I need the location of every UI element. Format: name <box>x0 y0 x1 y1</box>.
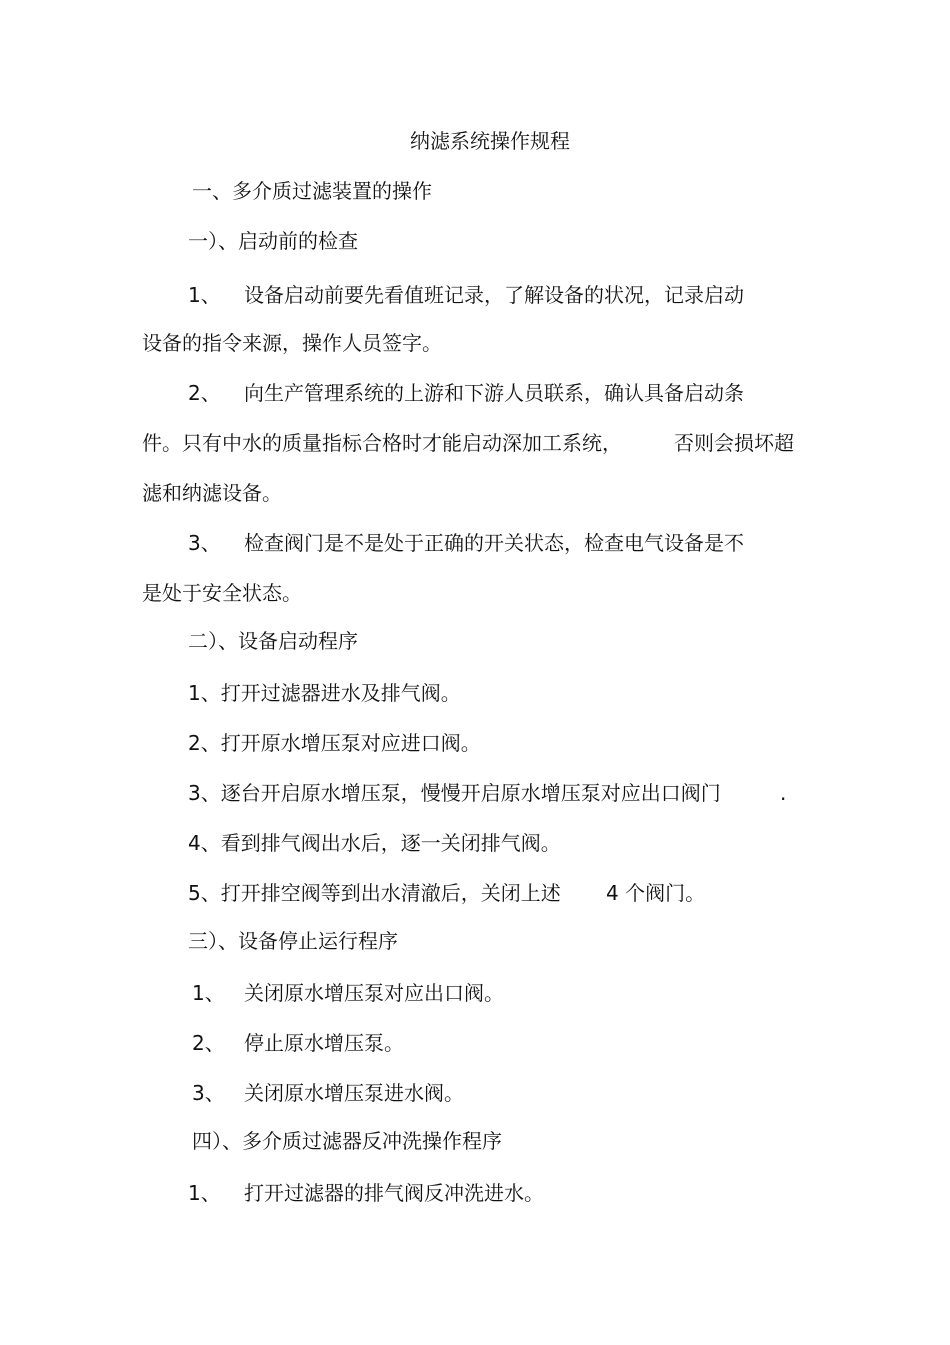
list-item: 4 个阀门。 <box>606 881 706 905</box>
paragraph-line: 否则会损坏超 <box>674 431 794 455</box>
document-title: 纳滤系统操作规程 <box>410 129 570 153</box>
subsection-heading: 二）、设备启动程序 <box>188 629 358 653</box>
list-item: 1、打开过滤器进水及排气阀。 <box>188 681 461 705</box>
list-item: 5、打开排空阀等到出水清澈后，关闭上述 <box>188 881 561 905</box>
item-number: 1、 <box>188 283 221 307</box>
list-item: 3、逐台开启原水增压泵，慢慢开启原水增压泵对应出口阀门 <box>188 781 721 805</box>
item-number: 2、 <box>192 1031 225 1055</box>
paragraph-line: 滤和纳滤设备。 <box>142 481 282 505</box>
item-number: 1、 <box>188 1181 221 1205</box>
paragraph-line: 是处于安全状态。 <box>142 581 302 605</box>
subsection-heading: 一）、启动前的检查 <box>188 229 358 253</box>
subsection-heading: 四）、多介质过滤器反冲洗操作程序 <box>192 1129 502 1153</box>
paragraph-line: 向生产管理系统的上游和下游人员联系，确认具备启动条 <box>244 381 744 405</box>
list-item-period: . <box>780 781 787 805</box>
section-heading: 一、多介质过滤装置的操作 <box>192 179 432 203</box>
list-item: 打开过滤器的排气阀反冲洗进水。 <box>244 1181 544 1205</box>
list-item: 停止原水增压泵。 <box>244 1031 404 1055</box>
item-number: 3、 <box>192 1081 225 1105</box>
item-number: 3、 <box>188 531 221 555</box>
list-item: 关闭原水增压泵进水阀。 <box>244 1081 464 1105</box>
paragraph-line: 检查阀门是不是处于正确的开关状态，检查电气设备是不 <box>244 531 744 555</box>
list-item: 2、打开原水增压泵对应进口阀。 <box>188 731 481 755</box>
paragraph-line: 设备的指令来源，操作人员签字。 <box>142 331 442 355</box>
item-number: 2、 <box>188 381 221 405</box>
list-item: 4、看到排气阀出水后，逐一关闭排气阀。 <box>188 831 561 855</box>
list-item: 关闭原水增压泵对应出口阀。 <box>244 981 504 1005</box>
paragraph-line: 件。只有中水的质量指标合格时才能启动深加工系统， <box>142 431 622 455</box>
subsection-heading: 三）、设备停止运行程序 <box>188 929 398 953</box>
paragraph-line: 设备启动前要先看值班记录，了解设备的状况，记录启动 <box>244 283 744 307</box>
item-number: 1、 <box>192 981 225 1005</box>
